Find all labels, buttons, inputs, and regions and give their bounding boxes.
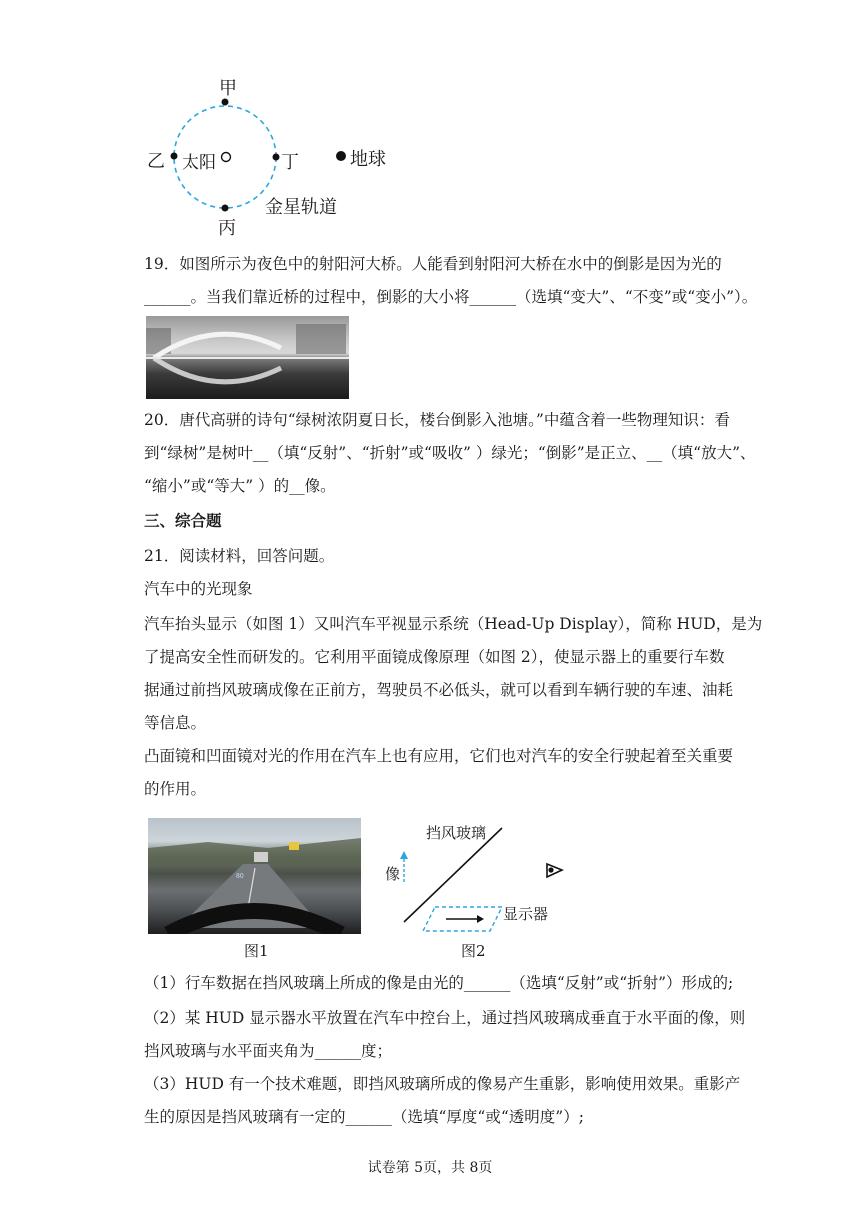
q21-p2-l2: 的作用。 [144,780,207,798]
q21-sub2-l2: 挡风玻璃与水平面夹角为______度； [144,1042,393,1060]
sun-marker [222,153,231,162]
earth-marker [336,151,346,161]
label-bing: 丙 [218,218,236,239]
q21-p1-l4: 等信息。 [144,714,207,732]
fig1-caption: 图1 [244,942,269,960]
orbit-label: 金星轨道 [265,197,337,218]
fig2-display-label: 显示器 [503,905,549,923]
label-jia: 甲 [219,78,237,99]
q21-sub3-l2: 生的原因是挡风玻璃有一定的______（选填“厚度“或“透明度”）; [144,1108,584,1126]
bridge-photo [146,316,349,399]
q21-sub2-l1: （2）某 HUD 显示器水平放置在汽车中控台上，通过挡风玻璃成垂直于水平面的像，则 [144,1009,746,1027]
label-yi: 乙 [147,151,165,172]
q21-p1-l3: 据通过前挡风玻璃成像在正前方，驾驶员不必低头，就可以看到车辆行驶的车速、油耗 [144,681,734,699]
q21-title: 汽车中的光现象 [144,580,253,598]
fig2-caption: 图2 [461,942,486,960]
q20-line3: “缩小”或“等大” ）的__像。 [144,477,336,495]
svg-text:80: 80 [236,873,244,880]
q21-p1-l1: 汽车抬头显示（如图 1）又叫汽车平视显示系统（Head-Up Display），简称 HUD，是为 [144,615,763,633]
orbit-figure [140,70,410,240]
label-ding: 丁 [281,152,299,173]
fig2-image-label: 像 [385,865,401,883]
q21-p1-l2: 了提高安全性而研发的。它利用平面镜成像原理（如图 2），使显示器上的重要行车数 [144,648,725,666]
hud-diagram [380,818,580,943]
q20-line1: 20．唐代高骈的诗句“绿树浓阴夏日长，楼台倒影入池塘。”中蕴含着一些物理知识：看 [144,411,730,429]
point-bing [222,205,229,212]
eye-icon [547,864,562,877]
q21-intro: 21．阅读材料，回答问题。 [144,547,335,565]
page-footer: 试卷第 5页，共 8页 [367,1160,493,1176]
point-yi [171,153,178,160]
fig2-windshield-label: 挡风玻璃 [426,824,487,842]
sun-label: 太阳 [182,153,216,173]
point-ding [273,154,280,161]
hud-photo [148,818,361,934]
q21-sub3-l1: （3）HUD 有一个技术难题，即挡风玻璃所成的像易产生重影，影响使用效果。重影产 [144,1075,741,1093]
q20-line2: 到“绿树”是树叶__（填“反射”、“折射”或“吸收” ）绿光；“倒影”是正立、__（填“放大”、 [144,444,756,462]
q21-p2-l1: 凸面镜和凹面镜对光的作用在汽车上也有应用，它们也对汽车的安全行驶起着至关重要 [144,747,734,765]
earth-label: 地球 [350,149,386,170]
q21-sub1: （1）行车数据在挡风玻璃上所成的像是由光的______（选填“反射”或“折射”）形成的; [144,974,734,992]
q19-line1: 19．如图所示为夜色中的射阳河大桥。人能看到射阳河大桥在水中的倒影是因为光的 [144,255,722,273]
section-title: 三、综合题 [144,511,222,530]
q19-line2: ______。当我们靠近桥的过程中，倒影的大小将______（选填“变大”、“不变”或“变小”）。 [144,288,758,306]
